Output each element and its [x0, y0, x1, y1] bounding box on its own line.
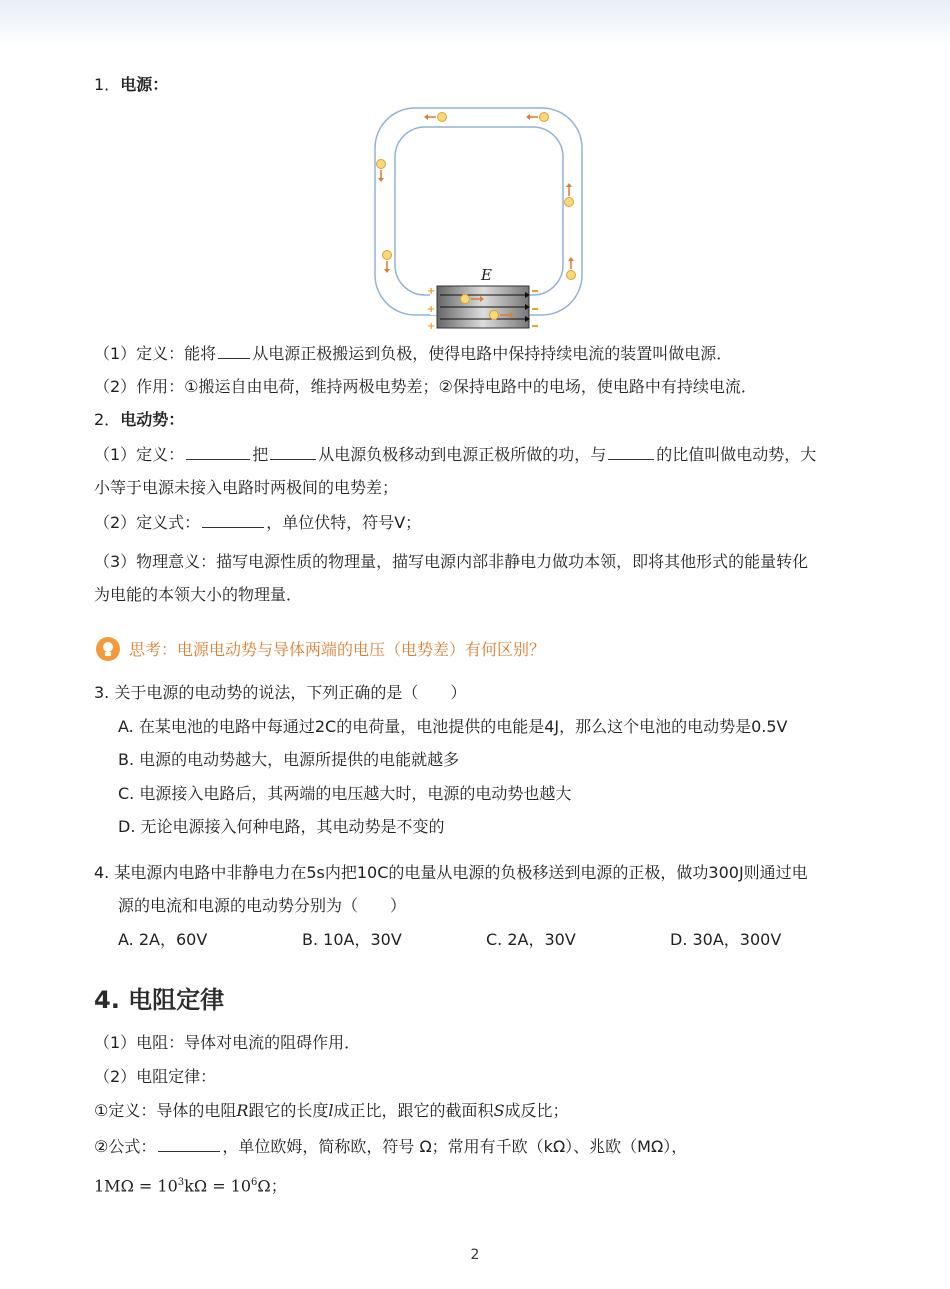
wire-inner [395, 127, 563, 295]
blank [218, 342, 250, 359]
emf-meaning: （3）物理意义：描写电源性质的物理量，描写电源内部非静电力做功本领，即将其他形式的能量转化 [94, 552, 809, 571]
emf-formula: （2）定义式： ，单位伏特，符号V； [94, 513, 422, 532]
question-3-option-c[interactable]: C. 电源接入电路后，其两端的电压越大时，电源的电动势也越大 [118, 784, 572, 803]
emf-label: E [481, 266, 492, 284]
emf-definition-cont: 小等于电源未接入电路时两极间的电势差； [94, 478, 399, 497]
source-definition: （1）定义：能将 从电源正极搬运到负极，使得电路中保持持续电流的装置叫做电源． [94, 344, 733, 363]
blank [202, 511, 264, 528]
question-4-stem-cont: 源的电流和电源的电动势分别为（ ） [118, 896, 407, 915]
blank [186, 443, 250, 460]
section-1-heading: 1．电源： [94, 75, 169, 94]
question-3-option-d[interactable]: D. 无论电源接入何种电路，其电动势是不变的 [118, 817, 445, 836]
question-4-option-a[interactable]: A. 2A，60V [118, 930, 208, 949]
question-4-option-d[interactable]: D. 30A，300V [670, 930, 782, 949]
svg-text:+: + [427, 304, 436, 315]
question-3-option-b[interactable]: B. 电源的电动势越大，电源所提供的电能就越多 [118, 750, 460, 769]
question-4-stem: 4. 某电源内电路中非静电力在5s内把10C的电量从电源的负极移送到电源的正极，做功300J则通过电 [94, 863, 808, 882]
think-prompt: 思考：电源电动势与导体两端的电压（电势差）有何区别？ [129, 640, 546, 659]
blank [158, 1135, 220, 1152]
question-4-option-c[interactable]: C. 2A，30V [486, 930, 576, 949]
blank [270, 443, 316, 460]
header-band [0, 0, 950, 46]
blank [608, 443, 654, 460]
source-function: （2）作用：①搬运自由电荷，维持两极电势差；②保持电路中的电场，使电路中有持续电流． [94, 377, 757, 396]
svg-text:+: + [427, 321, 436, 332]
question-3-option-a[interactable]: A. 在某电池的电路中每通过2C的电荷量，电池提供的电能是4J，那么这个电池的电动势是0.5V [118, 717, 788, 736]
circuit-diagram [370, 105, 590, 335]
resistance-law-heading: （2）电阻定律： [94, 1067, 217, 1086]
resistance-law-definition: ①定义：导体的电阻R跟它的长度l成正比，跟它的截面积S成反比； [94, 1101, 569, 1120]
electron-markers [377, 113, 576, 304]
svg-text:+: + [427, 286, 436, 297]
resistance-definition: （1）电阻：导体对电流的阻碍作用． [94, 1033, 361, 1052]
question-3-stem: 3. 关于电源的电动势的说法，下列正确的是（ ） [94, 683, 467, 702]
wire-outer [375, 108, 582, 315]
lightbulb-icon [96, 637, 120, 661]
resistance-formula: ②公式： ，单位欧姆，简称欧，符号 Ω；常用有千欧（kΩ）、兆欧（MΩ）， [94, 1137, 688, 1156]
unit-conversion: $1M\Omega = 10^3k\Omega = 10^6\Omega$； [94, 1176, 287, 1196]
question-4-option-b[interactable]: B. 10A，30V [302, 930, 402, 949]
section-2-heading: 2．电动势： [94, 410, 185, 429]
section-4-title: 4. 电阻定律 [94, 986, 225, 1014]
emf-definition: （1）定义： 把 从电源负极移动到电源正极所做的功，与 的比值叫做电动势，大 [94, 445, 817, 464]
emf-meaning-cont: 为电能的本领大小的物理量． [94, 585, 303, 604]
page-number: 2 [470, 1247, 480, 1263]
